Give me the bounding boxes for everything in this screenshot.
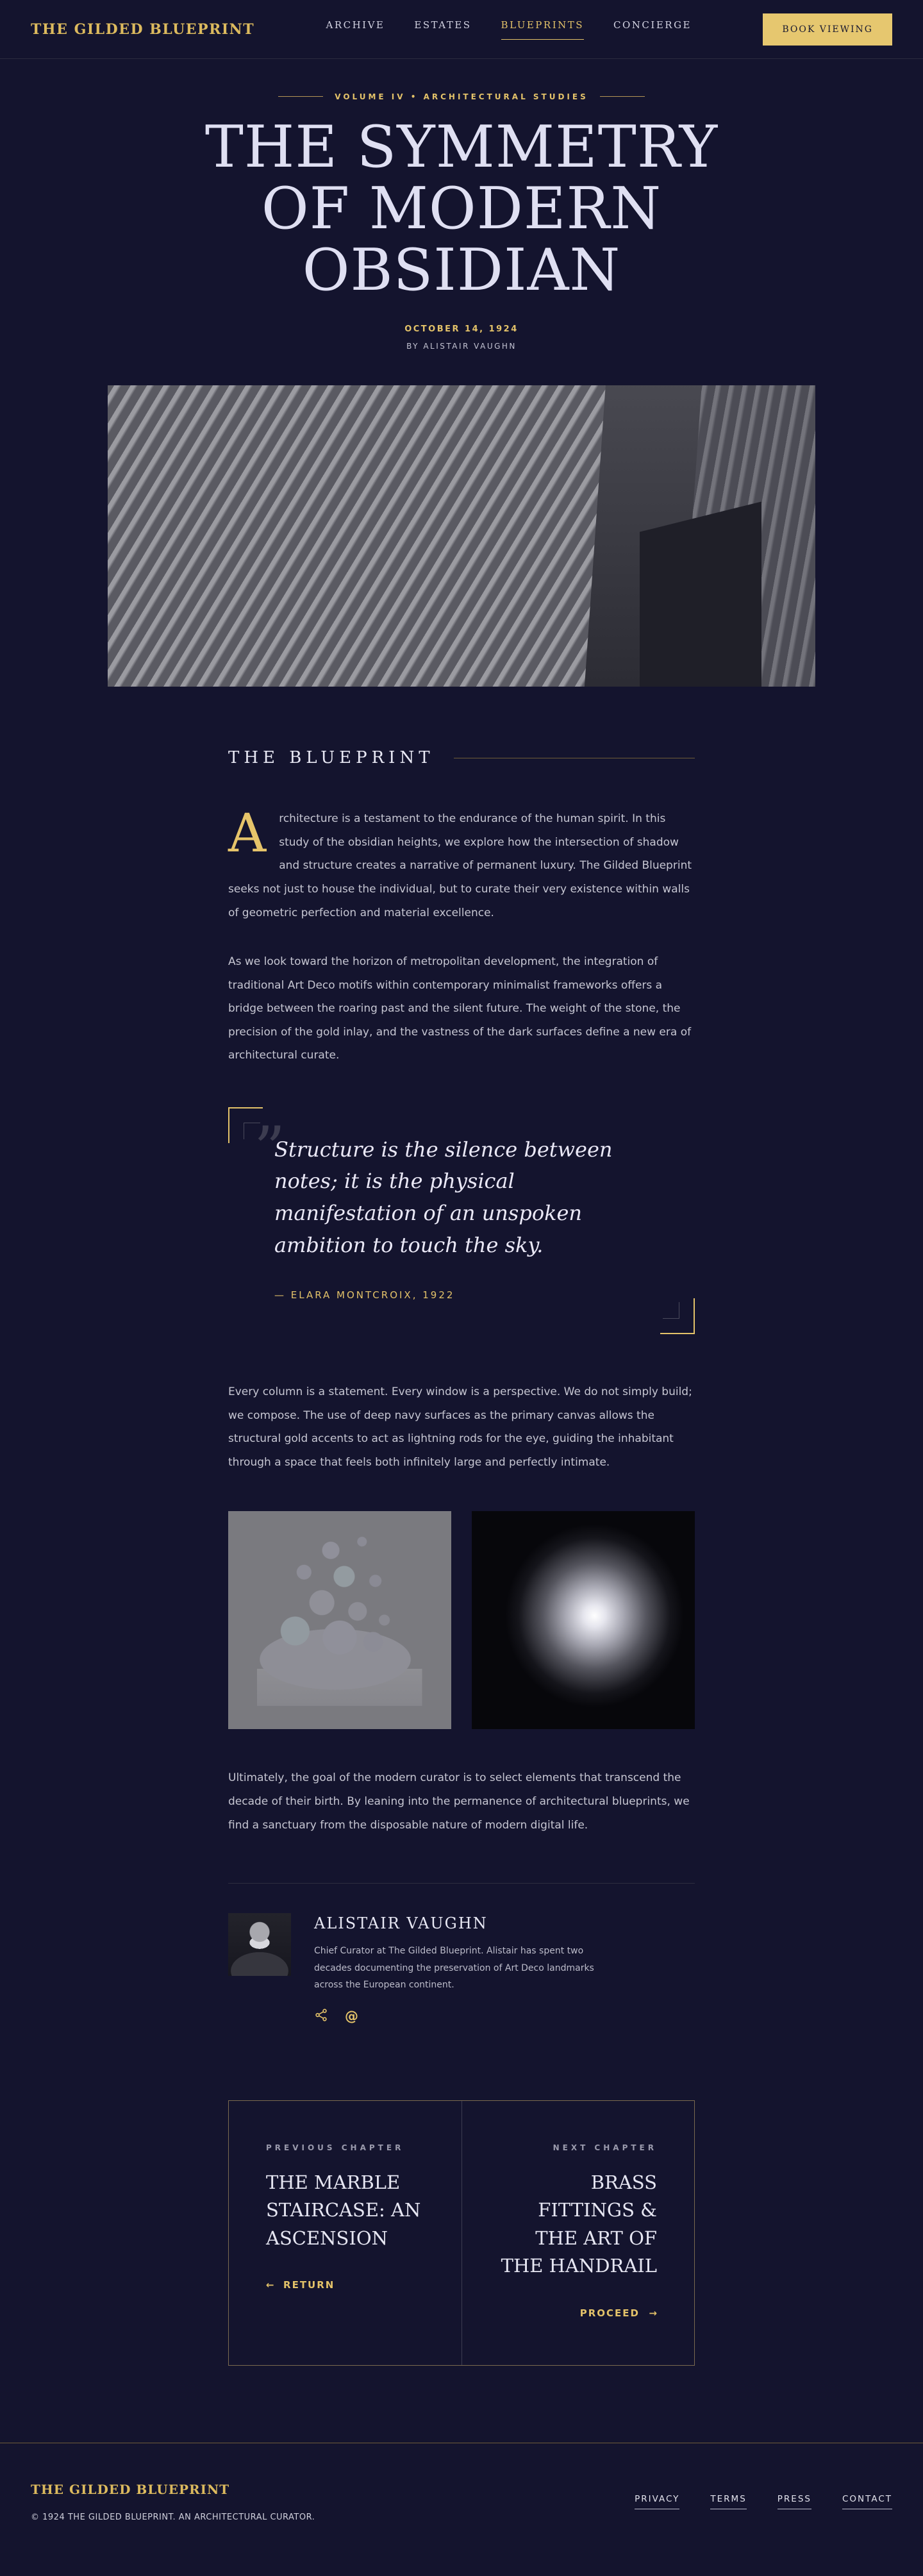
site-footer <box>0 2443 923 2576</box>
section-heading: THE BLUEPRINT <box>228 748 435 768</box>
site-logo[interactable]: THE GILDED BLUEPRINT <box>31 21 255 38</box>
author-bio-text: Chief Curator at The Gilded Blueprint. Alistair has spent two decades documenting the preservation of Art Deco landmarks across the European continent. <box>314 1946 594 1991</box>
return-link-label: RETURN <box>283 2279 335 2291</box>
page-title-line-3: OBSIDIAN <box>302 237 621 305</box>
footer-link-press[interactable]: PRESS <box>777 2494 811 2509</box>
next-chapter-card[interactable] <box>462 2101 694 2365</box>
eyebrow-rule-right <box>600 96 645 97</box>
inline-figures <box>228 1511 695 1729</box>
footer-link-terms[interactable]: TERMS <box>710 2494 746 2509</box>
paragraph-2: As we look toward the horizon of metropolitan development, the integration of traditional Art Deco motifs within contemporary minimalist frameworks offers a bridge between the roaring past and the silent future. The weight of the stone, the precision of the gold inlay, and the vastness of the dark surfaces define a new era of architectural curate. <box>228 955 692 1062</box>
author-social-icons <box>314 2008 622 2025</box>
footer-link-privacy[interactable]: PRIVACY <box>635 2494 679 2509</box>
at-icon[interactable]: @ <box>345 2008 358 2024</box>
footer-links <box>635 2494 892 2509</box>
footer-logo[interactable]: THE GILDED BLUEPRINT <box>31 2481 230 2497</box>
share-icon[interactable] <box>314 2008 328 2025</box>
quote-mark-icon: ” <box>254 1113 286 1185</box>
book-viewing-button[interactable]: BOOK VIEWING <box>763 13 892 46</box>
author-name: ALISTAIR VAUGHN <box>314 1914 488 1933</box>
hero-section <box>0 59 923 687</box>
site-header <box>0 0 923 59</box>
hero-image <box>108 385 815 687</box>
footer-link-contact[interactable]: CONTACT <box>842 2494 892 2509</box>
quote-corner-bottom-right-inner <box>663 1302 679 1319</box>
next-chapter-label: NEXT CHAPTER <box>553 2143 657 2152</box>
quote-attribution: — ELARA MONTCROIX, 1922 <box>274 1289 455 1301</box>
figure-sculpture-image <box>228 1511 451 1729</box>
author-divider <box>228 1883 695 1884</box>
proceed-link-label: PROCEED <box>579 2307 640 2319</box>
next-chapter-title: BRASS FITTINGS & THE ART OF THE HANDRAIL <box>501 2171 657 2277</box>
return-link[interactable] <box>266 2279 335 2291</box>
paragraph-1 <box>228 803 695 924</box>
page-title <box>0 113 923 305</box>
arrow-right-icon: → <box>649 2307 657 2319</box>
author-bio-card <box>228 1913 695 2025</box>
quote-text: Structure is the silence between notes; it is the physical manifestation of an unspoken ambition to touch the sky. <box>274 1137 613 1257</box>
page-title-line-2: OF MODERN <box>261 174 662 242</box>
pull-quote <box>228 1107 695 1334</box>
section-heading-row <box>228 748 695 767</box>
previous-chapter-label: PREVIOUS CHAPTER <box>266 2143 404 2152</box>
proceed-link[interactable] <box>580 2307 657 2319</box>
article-byline: BY ALISTAIR VAUGHN <box>406 342 517 351</box>
nav-item-blueprints[interactable]: BLUEPRINTS <box>501 19 584 40</box>
eyebrow-label: VOLUME IV • ARCHITECTURAL STUDIES <box>335 92 588 101</box>
arrow-left-icon: ← <box>266 2279 274 2291</box>
footer-copyright: © 1924 THE GILDED BLUEPRINT. AN ARCHITECTURAL CURATOR. <box>31 2512 315 2522</box>
previous-chapter-card[interactable] <box>229 2101 462 2365</box>
nav-item-estates[interactable]: ESTATES <box>414 19 472 31</box>
article-date: OCTOBER 14, 1924 <box>404 324 519 335</box>
hero-image-shadow-slab <box>640 502 761 687</box>
figure-glow-image <box>472 1511 695 1729</box>
chapter-navigation <box>228 2100 695 2366</box>
eyebrow-rule-left <box>278 96 323 97</box>
nav-item-concierge[interactable]: CONCIERGE <box>613 19 692 31</box>
footer-left <box>31 2482 315 2522</box>
volume-eyebrow <box>278 92 644 101</box>
dropcap: A <box>228 803 267 865</box>
article-meta <box>0 324 923 351</box>
previous-chapter-title: THE MARBLE STAIRCASE: AN ASCENSION <box>266 2171 421 2249</box>
paragraph-1-text: rchitecture is a testament to the endurance of the human spirit. In this study of the obsidian heights, we explore how the intersection of shadow and structure creates a narrative of permanent luxury. The Gilded Blueprint seeks not just to house the individual, but to curate their very existence within walls of geometric perfection and material excellence. <box>228 812 692 919</box>
main-nav <box>326 19 692 40</box>
paragraph-4: Ultimately, the goal of the modern curator is to select elements that transcend the decade of their birth. By leaning into the permanence of architectural blueprints, we find a sanctuary from the disposable nature of modern digital life. <box>228 1771 690 1832</box>
page-title-line-1: THE SYMMETRY <box>204 113 719 181</box>
nav-item-archive[interactable]: ARCHIVE <box>326 19 385 31</box>
article-body <box>228 748 695 2365</box>
author-details <box>314 1913 622 2025</box>
author-avatar <box>228 1913 291 1976</box>
paragraph-3: Every column is a statement. Every window is a perspective. We do not simply build; we compose. The use of deep navy surfaces as the primary canvas allows the structural gold accents to act as lightning rods for the eye, guiding the inhabitant through a space that feels both infinitely large and perfectly intimate. <box>228 1385 692 1469</box>
